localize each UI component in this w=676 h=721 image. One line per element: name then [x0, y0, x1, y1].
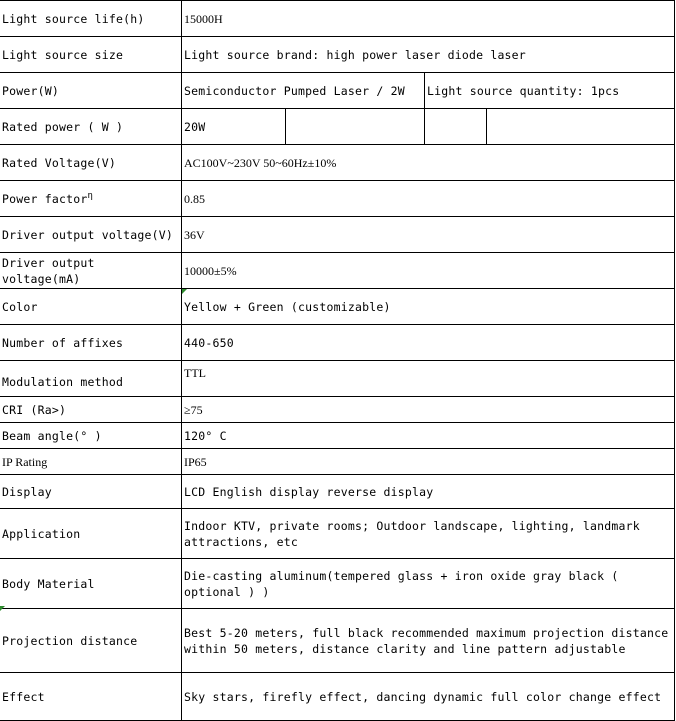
spec-value: ≥75 [182, 397, 675, 423]
cell-comment-marker [182, 289, 187, 294]
spec-label: Application [0, 509, 182, 559]
empty-cell [425, 109, 487, 145]
spec-label: Driver output voltage(mA) [0, 253, 182, 289]
spec-label: Driver output voltage(V) [0, 217, 182, 253]
table-row [0, 253, 675, 289]
spec-label: Body Material [0, 559, 182, 609]
cell-comment-marker [0, 606, 5, 611]
spec-label: Number of affixes [0, 325, 182, 361]
empty-cell [487, 109, 675, 145]
spec-label: Modulation method [0, 361, 182, 397]
spec-value: Die-casting aluminum(tempered glass + iron oxide gray black ( optional ) ) [182, 559, 675, 609]
spec-value: Best 5-20 meters, full black recommended maximum projection distance within 50 meters, distance clarity and line pattern adjustable [182, 609, 675, 673]
spec-value: Yellow + Green (customizable) [182, 289, 675, 325]
spec-value: TTL [182, 361, 675, 397]
table-row [0, 449, 675, 475]
table-row [0, 423, 675, 449]
table-row [0, 145, 675, 181]
spec-label: Display [0, 475, 182, 509]
empty-cell [286, 109, 425, 145]
spec-value: AC100V~230V 50~60Hz±10% [182, 145, 675, 181]
table-row [0, 289, 675, 325]
table-row [0, 325, 675, 361]
table-row [0, 181, 675, 217]
table-row [0, 361, 675, 397]
spec-extra-value: Light source quantity: 1pcs [425, 73, 675, 109]
spec-label [0, 181, 182, 217]
spec-label: Rated power ( W ) [0, 109, 182, 145]
table-row [0, 397, 675, 423]
spec-value: 20W [182, 109, 286, 145]
eta-symbol: η [87, 190, 94, 201]
spec-value: 440-650 [182, 325, 675, 361]
spec-value: Indoor KTV, private rooms; Outdoor landscape, lighting, landmark attractions, etc [182, 509, 675, 559]
table-row [0, 73, 675, 109]
table-row [0, 475, 675, 509]
spec-value: LCD English display reverse display [182, 475, 675, 509]
table-row [0, 673, 675, 721]
spec-label: Light source size [0, 37, 182, 73]
spec-value: Semiconductor Pumped Laser / 2W [182, 73, 425, 109]
spec-value: 15000H [182, 1, 675, 37]
spec-value: 10000±5% [182, 253, 675, 289]
spec-value: IP65 [182, 449, 675, 475]
spec-label: IP Rating [0, 449, 182, 475]
spec-value: 0.85 [182, 181, 675, 217]
spec-label: CRI (Ra>) [0, 397, 182, 423]
spec-value: 120° C [182, 423, 675, 449]
table-row [0, 1, 675, 37]
spec-label-text: Power factor [2, 191, 88, 206]
table-row [0, 509, 675, 559]
spec-label: Projection distance [0, 609, 182, 673]
spec-label: Light source life(h) [0, 1, 182, 37]
spec-value: 36V [182, 217, 675, 253]
table-row [0, 37, 675, 73]
table-row [0, 559, 675, 609]
spec-value: Sky stars, firefly effect, dancing dynamic full color change effect [182, 673, 675, 721]
spec-value: Light source brand: high power laser diode laser [182, 37, 675, 73]
table-row [0, 109, 675, 145]
spec-label: Color [0, 289, 182, 325]
spec-label: Beam angle(° ) [0, 423, 182, 449]
table-row [0, 217, 675, 253]
spec-label: Power(W) [0, 73, 182, 109]
table-row [0, 609, 675, 673]
spec-label: Rated Voltage(V) [0, 145, 182, 181]
spec-label: Effect [0, 673, 182, 721]
